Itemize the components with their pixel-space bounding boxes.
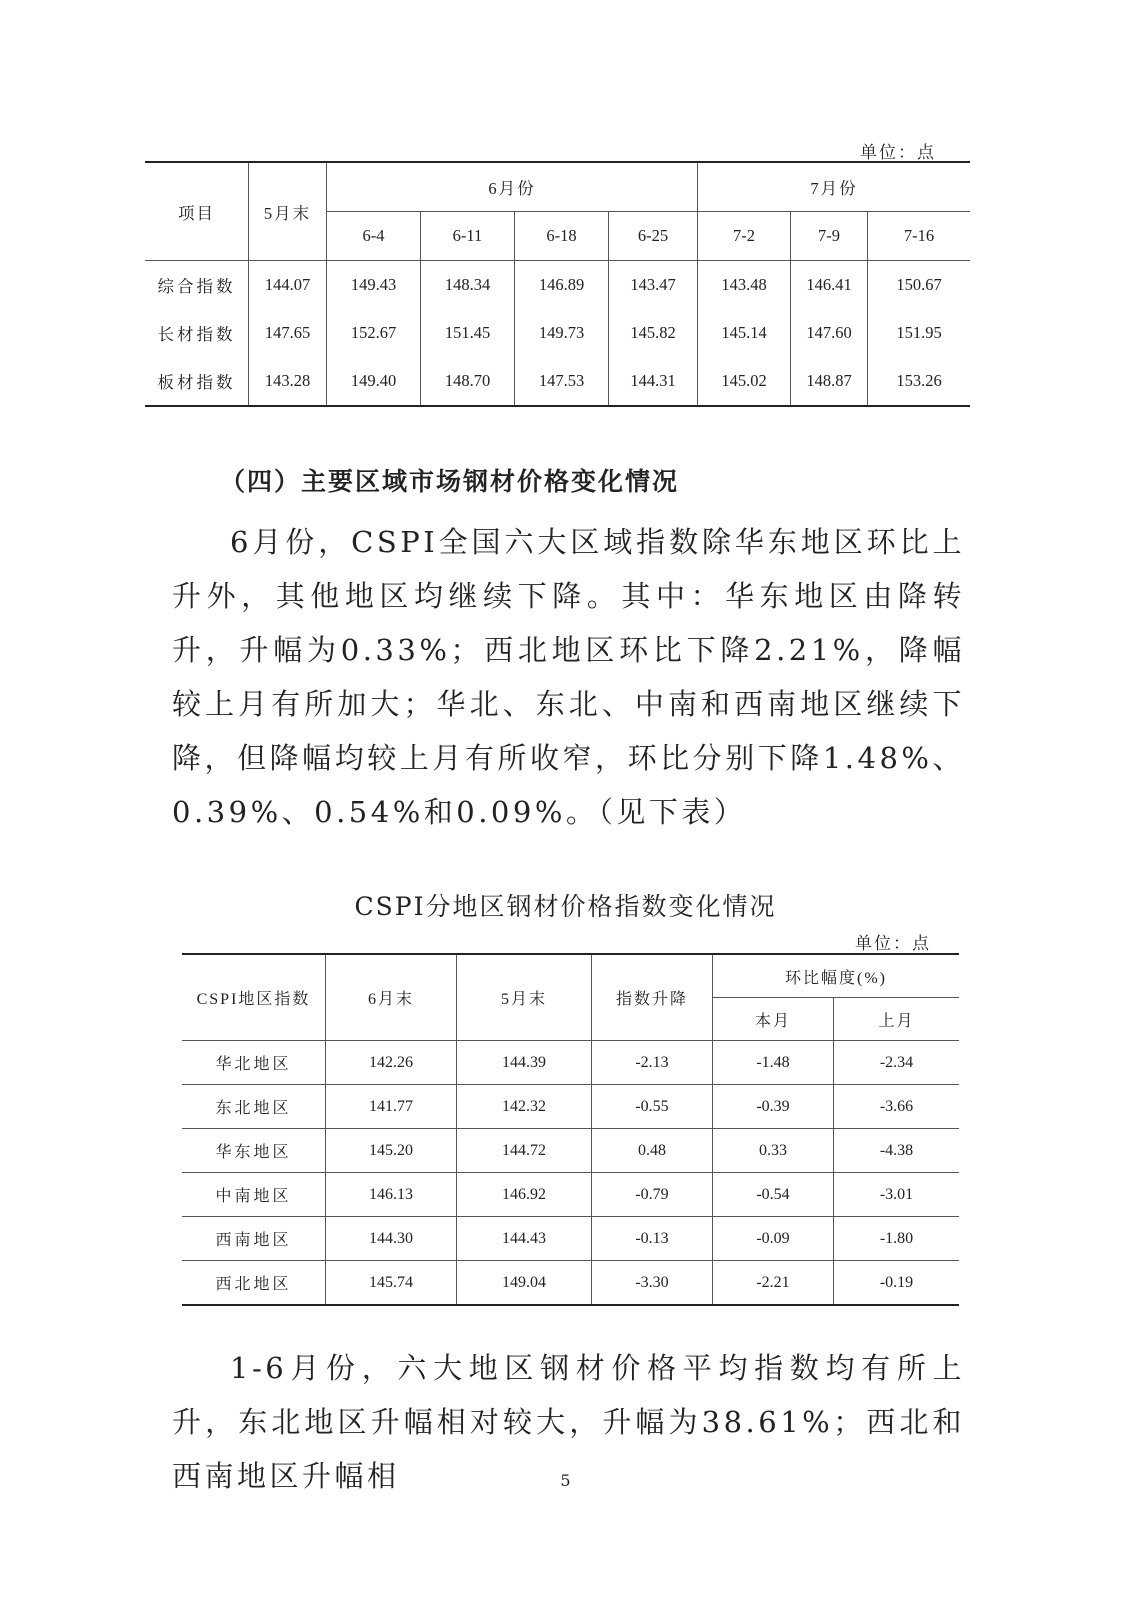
- row-label: 西南地区: [182, 1217, 326, 1261]
- cell: -2.21: [713, 1261, 834, 1306]
- cell: -1.80: [834, 1217, 960, 1261]
- cell: 149.43: [327, 261, 421, 310]
- cell: 150.67: [868, 261, 971, 310]
- cell: 144.43: [457, 1217, 592, 1261]
- row-label: 板材指数: [145, 357, 249, 406]
- weekly-index-table: [145, 161, 970, 407]
- header-may-end: 5月末: [249, 162, 327, 261]
- header-mom: 环比幅度(%): [713, 954, 960, 998]
- header-date: 6-18: [515, 212, 609, 261]
- cell: 145.74: [326, 1261, 457, 1306]
- cell: 142.32: [457, 1085, 592, 1129]
- cell: 148.87: [791, 357, 868, 406]
- cell: 146.89: [515, 261, 609, 310]
- row-label: 中南地区: [182, 1173, 326, 1217]
- table-row: [145, 357, 970, 406]
- table2-unit: 单位：点: [855, 934, 931, 954]
- cell: 152.67: [327, 309, 421, 357]
- header-date: 6-25: [609, 212, 698, 261]
- cell: -0.55: [592, 1085, 713, 1129]
- table-row: [145, 261, 970, 310]
- cell: -0.13: [592, 1217, 713, 1261]
- cell: 151.45: [421, 309, 515, 357]
- cell: 143.48: [698, 261, 791, 310]
- table-row: [182, 1085, 959, 1129]
- cell: 143.47: [609, 261, 698, 310]
- section-heading: （四）主要区域市场钢材价格变化情况: [220, 467, 680, 496]
- cell: 149.40: [327, 357, 421, 406]
- cell: 146.92: [457, 1173, 592, 1217]
- cell: -3.66: [834, 1085, 960, 1129]
- header-change: 指数升降: [592, 954, 713, 1041]
- cell: 147.60: [791, 309, 868, 357]
- cell: 141.77: [326, 1085, 457, 1129]
- body-paragraph: 6月份，CSPI全国六大区域指数除华东地区环比上升外，其他地区均继续下降。其中：华东地区由降转升，升幅为0.33%；西北地区环比下降2.21%，降幅较上月有所加大；华北、东北、中南和西南地区继续下降，但降幅均较上月有所收窄，环比分别下降1.48%、0.39%、0.54%和0.09%。（见下表）: [172, 525, 965, 829]
- table-row: [182, 1041, 959, 1085]
- cell: 143.28: [249, 357, 327, 406]
- cell: -2.34: [834, 1041, 960, 1085]
- header-region: CSPI地区指数: [182, 954, 326, 1041]
- header-date: 7-16: [868, 212, 971, 261]
- cell: 144.72: [457, 1129, 592, 1173]
- cell: 144.39: [457, 1041, 592, 1085]
- cell: -0.19: [834, 1261, 960, 1306]
- cell: 147.65: [249, 309, 327, 357]
- cell: 0.48: [592, 1129, 713, 1173]
- cell: 148.34: [421, 261, 515, 310]
- cell: 145.14: [698, 309, 791, 357]
- cell: 144.07: [249, 261, 327, 310]
- cell: -0.54: [713, 1173, 834, 1217]
- row-label: 东北地区: [182, 1085, 326, 1129]
- cell: 144.30: [326, 1217, 457, 1261]
- header-date: 7-9: [791, 212, 868, 261]
- cell: 146.13: [326, 1173, 457, 1217]
- cell: 0.33: [713, 1129, 834, 1173]
- header-date: 6-4: [327, 212, 421, 261]
- cell: 145.02: [698, 357, 791, 406]
- cell: 153.26: [868, 357, 971, 406]
- cell: 149.04: [457, 1261, 592, 1306]
- cell: 145.20: [326, 1129, 457, 1173]
- row-label: 长材指数: [145, 309, 249, 357]
- header-date: 6-11: [421, 212, 515, 261]
- cell: 149.73: [515, 309, 609, 357]
- cell: 145.82: [609, 309, 698, 357]
- table-caption: CSPI分地区钢材价格指数变化情况: [354, 892, 777, 921]
- cell: 147.53: [515, 357, 609, 406]
- table-row: [145, 309, 970, 357]
- cell: -3.30: [592, 1261, 713, 1306]
- cell: -0.09: [713, 1217, 834, 1261]
- cell: 148.70: [421, 357, 515, 406]
- header-june-end: 6月末: [326, 954, 457, 1041]
- row-label: 华北地区: [182, 1041, 326, 1085]
- cell: -0.79: [592, 1173, 713, 1217]
- cell: -1.48: [713, 1041, 834, 1085]
- header-this-month: 本月: [713, 998, 834, 1041]
- table-row: [182, 1173, 959, 1217]
- body-paragraph: 1-6月份，六大地区钢材价格平均指数均有所上升，东北地区升幅相对较大，升幅为38.61%；西北和西南地区升幅相: [172, 1351, 965, 1493]
- row-label: 华东地区: [182, 1129, 326, 1173]
- row-label: 西北地区: [182, 1261, 326, 1306]
- header-date: 7-2: [698, 212, 791, 261]
- regional-index-table: [182, 953, 959, 1306]
- cell: 151.95: [868, 309, 971, 357]
- cell: 144.31: [609, 357, 698, 406]
- cell: 142.26: [326, 1041, 457, 1085]
- table-row: [182, 1129, 959, 1173]
- table-row: [182, 1217, 959, 1261]
- cell: -4.38: [834, 1129, 960, 1173]
- page-number: 5: [560, 1471, 571, 1490]
- cell: -3.01: [834, 1173, 960, 1217]
- header-last-month: 上月: [834, 998, 960, 1041]
- table-row: [182, 1261, 959, 1306]
- cell: 146.41: [791, 261, 868, 310]
- cell: -0.39: [713, 1085, 834, 1129]
- header-june: 6月份: [327, 162, 698, 212]
- cell: -2.13: [592, 1041, 713, 1085]
- row-label: 综合指数: [145, 261, 249, 310]
- header-item: 项目: [145, 162, 249, 261]
- header-july: 7月份: [698, 162, 971, 212]
- header-may-end: 5月末: [457, 954, 592, 1041]
- table1-unit: 单位：点: [860, 143, 936, 163]
